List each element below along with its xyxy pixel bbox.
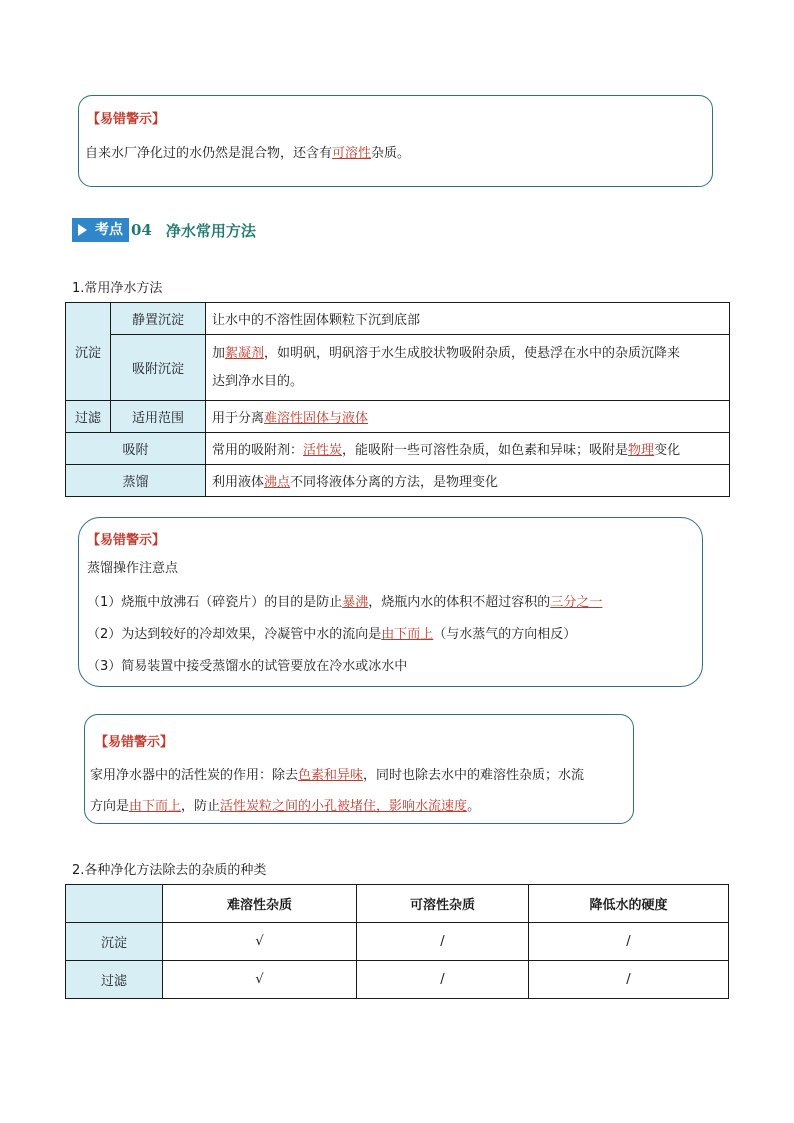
row-label-adsorb: 吸附 [66, 433, 206, 465]
table-cell: √ [163, 923, 357, 961]
warning-highlight: 可溶性 [332, 146, 372, 161]
warning-text-part: （1）烧瓶中放沸石（碎瓷片）的目的是防止 [87, 595, 343, 610]
row-desc-shiyong [206, 401, 730, 433]
warning-line-2 [90, 795, 480, 814]
column-header: 降低水的硬度 [529, 885, 729, 923]
cell-text: ，能吸附一些可溶性杂质，如色素和异味；吸附是 [342, 443, 629, 458]
row-label: 沉淀 [66, 923, 163, 961]
table-cell: / [529, 961, 729, 999]
row-sublabel-shiyong: 适用范围 [111, 401, 206, 433]
row-label-guolv: 过滤 [66, 401, 111, 433]
warning-title: 【易错警示】 [87, 533, 166, 548]
table-cell: / [357, 961, 529, 999]
warning-line-1 [87, 591, 602, 610]
arrow-icon [78, 224, 87, 236]
table1-caption: 1.常用净水方法 [72, 281, 163, 296]
cell-text: 加 [212, 345, 226, 361]
cell-text: 常用的吸附剂： [212, 443, 304, 458]
column-header: 可溶性杂质 [357, 885, 529, 923]
table-cell: / [357, 923, 529, 961]
row-label: 过滤 [66, 961, 163, 999]
row-desc-jingzhi: 让水中的不溶性固体颗粒下沉到底部 [206, 303, 730, 335]
row-label-distill: 蒸馏 [66, 465, 206, 497]
cell-highlight: 物理 [628, 443, 655, 458]
row-desc-distill [206, 465, 730, 497]
cell-text: 用于分离 [212, 411, 265, 426]
warning-box-3 [84, 714, 634, 824]
cell-highlight: 沸点 [264, 475, 291, 490]
cell-text: 利用液体 [212, 475, 265, 490]
warning-text-part: （与水蒸气的方向相反） [433, 627, 577, 642]
warning-text [85, 142, 410, 161]
warning-text-part: ，同时也除去水中的难溶性杂质；水流 [363, 768, 585, 783]
corner-cell [66, 885, 163, 923]
warning-highlight: 活性炭粒之间的小孔被堵住，影响水流速度 [220, 799, 468, 814]
warning-text-part: （2）为达到较好的冷却效果，冷凝管中水的流向是 [87, 627, 382, 642]
cell-text: 不同将液体分离的方法，是物理变化 [290, 475, 499, 490]
warning-highlight: 三分之一 [550, 595, 603, 610]
warning-box-2 [78, 517, 703, 687]
warning-title: 【易错警示】 [87, 112, 166, 127]
section-badge [72, 218, 129, 242]
warning-heading: 蒸馏操作注意点 [87, 561, 179, 576]
warning-title: 【易错警示】 [95, 735, 174, 750]
warning-highlight: 暴沸 [342, 595, 369, 610]
column-header: 难溶性杂质 [163, 885, 357, 923]
warning-box-1 [78, 95, 713, 187]
section-title: 净水常用方法 [165, 221, 256, 240]
row-sublabel-xifu: 吸附沉淀 [111, 335, 206, 401]
cell-highlight: 活性炭 [303, 443, 343, 458]
warning-text-part: ，防止 [181, 799, 221, 814]
warning-text-part: 家用净水器中的活性炭的作用：除去 [90, 768, 299, 783]
row-label-chendian: 沉淀 [66, 303, 111, 401]
cell-highlight: 难溶性固体与液体 [264, 411, 369, 426]
table2-caption: 2.各种净化方法除去的杂质的种类 [72, 863, 267, 878]
warning-line-3: （3）简易装置中接受蒸馏水的试管要放在冷水或冰水中 [87, 659, 408, 674]
warning-text-part: 杂质。 [371, 146, 411, 161]
section-number: 04 [131, 221, 152, 239]
warning-text-part: 。 [467, 799, 481, 814]
purification-methods-table [65, 302, 730, 497]
table-row [66, 961, 729, 999]
warning-text-part: ，烧瓶内水的体积不超过容积的 [368, 595, 551, 610]
cell-highlight: 絮凝剂 [225, 345, 265, 361]
table-row [66, 923, 729, 961]
table-cell: √ [163, 961, 357, 999]
row-desc-xifu [206, 335, 730, 401]
warning-line-1 [90, 764, 584, 783]
impurity-types-table [65, 884, 729, 999]
section-heading [72, 218, 256, 242]
warning-highlight: 色素和异味 [298, 768, 364, 783]
row-sublabel-jingzhi: 静置沉淀 [111, 303, 206, 335]
warning-line-2 [87, 623, 576, 642]
section-badge-label: 考点 [95, 222, 123, 238]
cell-text: 变化 [654, 443, 681, 458]
warning-highlight: 由下而上 [381, 627, 434, 642]
warning-highlight: 由下而上 [129, 799, 182, 814]
row-desc-adsorb [206, 433, 730, 465]
warning-text-part: 自来水厂净化过的水仍然是混合物，还含有 [85, 146, 333, 161]
cell-text: 达到净水目的。 [212, 373, 304, 389]
cell-text: ，如明矾，明矾溶于水生成胶状物吸附杂质，使悬浮在水中的杂质沉降来 [264, 345, 681, 361]
warning-text-part: 方向是 [90, 799, 130, 814]
table-cell: / [529, 923, 729, 961]
